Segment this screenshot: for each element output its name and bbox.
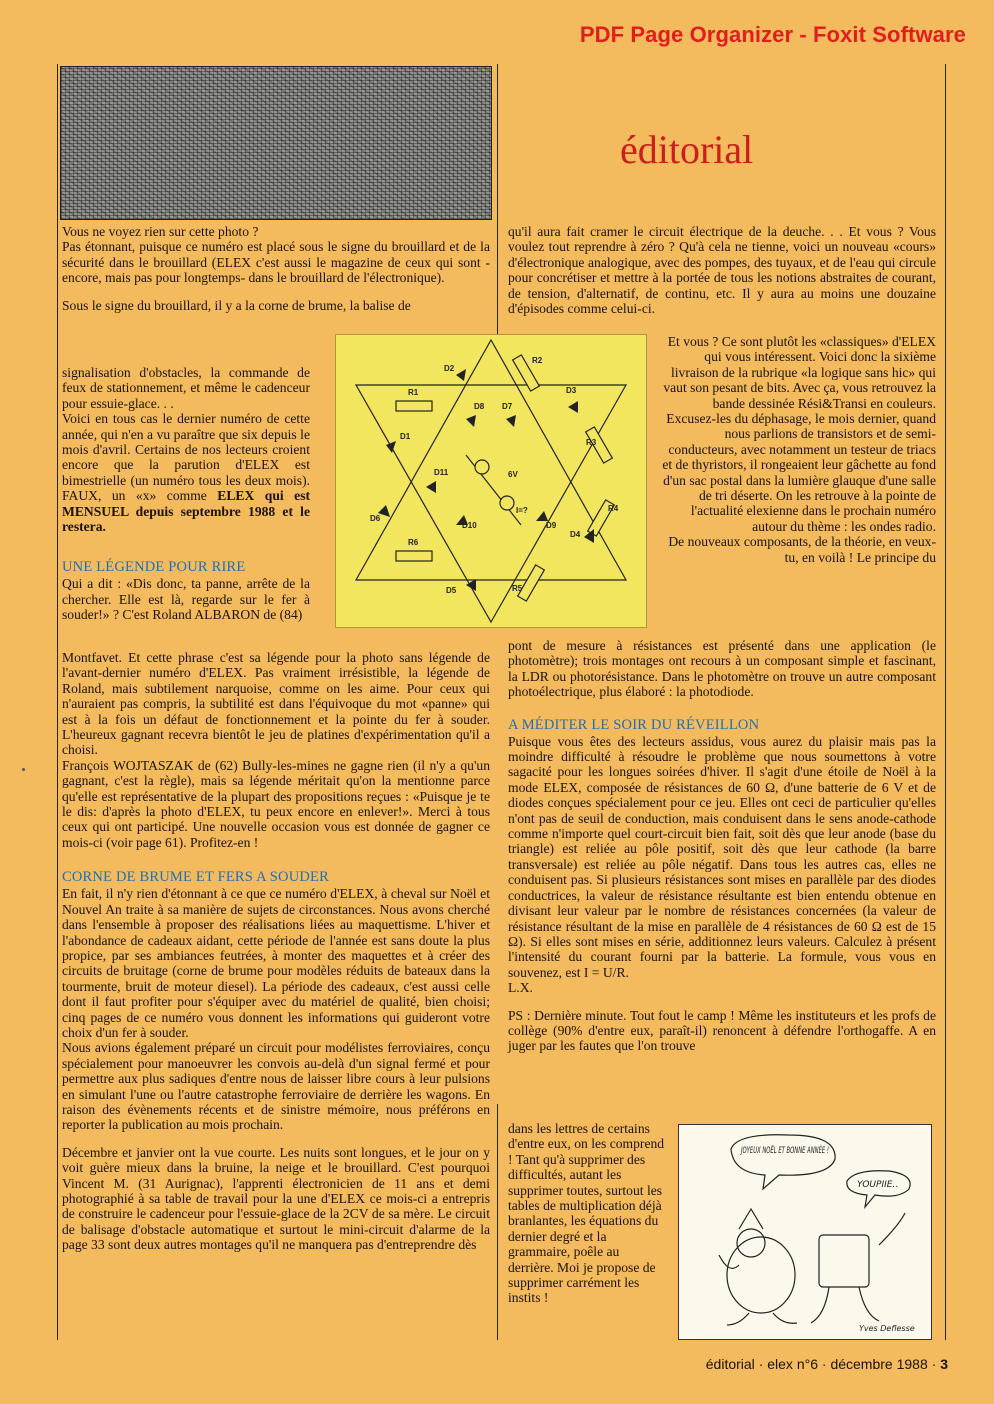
mediter-heading: A MÉDITER LE SOIR DU RÉVEILLON <box>508 716 760 733</box>
footer-page: 3 <box>940 1356 948 1372</box>
upward-triangle <box>356 340 626 580</box>
label-d9: D9 <box>546 521 557 530</box>
mensuel-bold: ELEX qui est MENSUEL depuis septembre 1988 et le restera. <box>62 488 311 535</box>
label-d11: D11 <box>434 468 449 477</box>
right-column-bottom <box>508 638 936 1054</box>
left-column-top <box>62 224 490 313</box>
character-left <box>727 1237 795 1313</box>
diode-d2 <box>456 369 466 381</box>
ps-continued: dans les lettres de certains d'entre eux, on les comprend ! Tant qu'à supprimer des difficultés, autant les supprimer toutes, surtout les tables de multiplication déjà branlantes, les équations du dernier degré et la grammaire, poêle au derrière. Moi je propose de supprimer carrément les instits ! <box>508 1121 665 1306</box>
legende-heading: UNE LÉGENDE POUR RIRE <box>62 559 246 576</box>
page-footer <box>706 1356 948 1372</box>
bubble-text-2: YOUPIIE.. <box>857 1180 899 1190</box>
ferro-paragraph: Nous avions également préparé un circuit pour modélistes ferroviaires, conçu spécialement pour manoeuvrer les convois au-delà d'un signal fermé et pour permettre aux plus sadiques d'entre nous de laisser libre cours à leur pulsions en simulant l'une ou l'autre catastrophe ferroviaire de derrière les wagons. En raison des évènements récents et de sinistre mémoire, nous préférons en reporter la publication au mois prochain. <box>62 1040 490 1133</box>
label-r3: R3 <box>586 438 597 447</box>
footer-date: décembre 1988 <box>830 1356 928 1372</box>
signature: L.X. <box>508 980 533 996</box>
cartoon-illustration <box>678 1124 932 1340</box>
label-d4: D4 <box>570 530 581 539</box>
page-title: éditorial <box>620 127 754 172</box>
label-battery: 6V <box>508 470 518 479</box>
watermark: PDF Page Organizer - Foxit Software <box>579 22 966 47</box>
label-r6: R6 <box>408 538 419 547</box>
foggy-photo <box>60 66 492 220</box>
footer-issue: elex n°6 <box>767 1356 818 1372</box>
label-r5: R5 <box>512 584 523 593</box>
ps-narrow <box>508 1121 668 1306</box>
circuit-svg <box>336 335 646 627</box>
column-divider <box>497 64 498 340</box>
diode-d7 <box>506 415 516 427</box>
label-r4: R4 <box>608 504 619 513</box>
right-column-narrow <box>660 334 936 565</box>
resistor-r6 <box>396 551 432 561</box>
brouillard-line: Sous le signe du brouillard, il y a la corne de brume, la balise de <box>62 297 411 313</box>
label-d3: D3 <box>566 386 577 395</box>
cartoon-svg <box>679 1125 931 1339</box>
diode-d1 <box>386 441 396 453</box>
nouveaux-line: De nouveaux composants, de la théorie, en veux-tu, en voilà ! Le principe du <box>668 534 936 565</box>
cont-paragraph: qu'il aura fait cramer le circuit électrique de la deuche. . . Et vous ? Vous voulez tout reprendre à zéro ? Qu'à cela ne tienne, voici un nouveau «cours» d'électronique analogique, avec des pompes, des tuyaux, et de l'eau qui circule pour concrétiser et mettre à la portée de tous les notions abstraites de courant, de tension, d'alternatif, de continu, etc. Il y aura au moins une douzaine d'épisodes comme celui-ci. <box>508 224 936 317</box>
diode-d3 <box>568 401 578 413</box>
footer-sep-3: · <box>931 1356 941 1372</box>
character-left-head <box>737 1229 765 1257</box>
downward-triangle <box>356 385 626 622</box>
legs <box>727 1287 879 1325</box>
brouillard-paragraph: signalisation d'obstacles, la commande de feux de stationnement, et même le cadenceur pour essuie-glace. . . <box>62 365 310 411</box>
right-column-top <box>508 224 936 316</box>
party-hat <box>739 1209 763 1229</box>
label-d8: D8 <box>474 402 485 411</box>
footer-sep-2: · <box>821 1356 831 1372</box>
battery-branch <box>466 455 521 525</box>
resistor-r1 <box>396 401 432 411</box>
margin-dot <box>22 768 25 771</box>
resistor-r5 <box>518 565 545 601</box>
label-d7: D7 <box>502 402 513 411</box>
label-d5: D5 <box>446 586 457 595</box>
legende-paragraph: Montfavet. Et cette phrase c'est sa légende pour la photo sans légende de l'avant-dernier numéro d'ELEX. Pas vraiment irrésistible, la légende de Roland, mais subtilement narquoise, comme on les aime. Pour ceux qui n'auraient pas compris, la subtilité est dans l'équivoque du mot «panne» qui est à la fois un défaut de fonctionnement et la pointe du fer à souder. L'heureux gagnant recevra bientôt le jeu de platines d'expérimentation qu'il a choisi. <box>62 650 490 758</box>
diode-d9 <box>536 511 548 521</box>
label-ammeter: I=? <box>516 506 528 515</box>
footer-section: éditorial <box>705 1356 755 1372</box>
intro-paragraph: Pas étonnant, puisque ce numéro est placé sous le signe du brouillard et de la sécurité dans le brouillard (ELEX c'est aussi le magazine de ceux qui sont -encore, mais pas pour longtemps- dans le brouillard de l'électronique). <box>62 239 490 286</box>
nouveaux-paragraph: pont de mesure à résistances est présenté dans une application (le photomètre); trois montages ont recours à un composant simple et fascinant, la LDR ou photorésistance. Dans le photomètre on trouve un autre composant photoélectrique, plus élaboré : la photodiode. <box>508 638 936 700</box>
ammeter <box>500 496 514 510</box>
classiques-paragraph: Et vous ? Ce sont plutôt les «classiques» d'ELEX qui vous intéressent. Voici donc la sixième livraison de la rubrique «la logique sans hic» qui vaut son pesant de bits. Avec ça, vous retrouvez la bande dessinée Rési&Transi en couleurs. Excusez-les du déphasage, le mois dernier, quand nous parlions de transistors et de semi-conducteurs, avec notamment un testeur de triacs et de thyristors, il rongeaient leur gâchette au fond d'un sac postal dans la lumière glauque d'une salle de tri déserte. On les retrouve à la pointe de l'actualité elexienne dans le prochain numéro autour du thème : les ondes radio. <box>662 334 936 534</box>
legende-question: Qui a dit : «Dis donc, ta panne, arrête de la chercher. Elle est là, regarde sur le fer à souder!» ? C'est Roland ALBARON de (84) <box>62 576 310 623</box>
footer-sep-1: · <box>758 1356 768 1372</box>
francois-paragraph: François WOJTASZAK de (62) Bully-les-mines ne gagne rien (il n'y a qu'un gagnant, c'est la règle), mais sa légende méritait qu'on la mentionne parce qu'elle est représentative de la plupart des propositions reçues : «Puisque je te le dis: d'après la photo d'ELEX, tu peux encore en enlever!». Merci à tous ceux qui ont participé. Une nouvelle occasion vous est donnée de gagner ce mois-ci (voir page 61). Profitez-en ! <box>62 757 490 850</box>
character-right <box>819 1235 869 1287</box>
corne-paragraph: En fait, il n'y rien d'étonnant à ce que ce numéro d'ELEX, à cheval sur Noël et Nouvel An traite à sa manière de sujets de circonstances. Nous avons cherché dans l'ensemble à proposer des réalisations liées au maquettisme. L'hiver et l'abondance de cadeaux aidant, cette période de l'année est sans doute la plus propice, par ses ambiances feutrées, à monter des maquettes et à créer des circuits de bruitage (corne de brume pour modèles réduits de bateaux dans la tourmente, bruit de moteur diesel). La période des cadeaux, c'est aussi celle dont il faut profiter pour s'équiper avec du matériel de qualité, bien choisi; cinq pages de ce numéro vous donnent les informations qui guideront votre choix d'un fer à souder. <box>62 886 490 1040</box>
artist-signature: Yves Deflesse <box>859 1324 915 1333</box>
dernier-paragraph: Voici en tous cas le dernier numéro de cette année, qui n'en a vu paraître que six depuis le mois d'avril. Certains de nos lecteurs croient encore que la parution d'ELEX est bimestrielle (un numéro tous les deux mois). FAUX, un «x» comme ELEX qui est MENSUEL depuis septembre 1988 et le restera. <box>62 411 311 535</box>
ps-paragraph: PS : Dernière minute. Tout fout le camp ! Même les instituteurs et les profs de collège (90% d'entre eux, paraît-il) renoncent à défendre l'orthogaffe. A en juger par les fautes que l'on trouve <box>508 1007 936 1054</box>
star-circuit-diagram <box>335 334 647 628</box>
mediter-paragraph: Puisque vous êtes des lecteurs assidus, vous aurez du plaisir mais pas la moindre difficulté à résoudre le problème que nous soumettons à votre sagacité pour les longues soirées d'hiver. Il s'agit d'une étoile de Noël à la mode ELEX, composée de résistances de 60 Ω, d'une batterie de 6 V et de diodes conçues spécialement pour ce jeu. Elles ont ceci de particulier qu'elles n'ont pas de seuil de conduction, mais conduisent dans le sens anode-cathode comme n'importe quel court-circuit bien fait, soit dès que leur anode (base du triangle) est reliée au pôle positif, soit dès que leur cathode (la barre transversale) est reliée au pôle négatif. Dans tous les autres cas, elles ne conduisent pas. Si plusieurs résistances sont mises en parallèle par des diodes conductrices, la valeur de résistance résultante est bien entendu obtenue en divisant leur valeur par le nombre de résistances concernées (la valeur de résistance résultant de la mise en parallèle de 4 résistances de 60 Ω est de 15 Ω). Si elles sont mises en série, additionnez leurs valeurs. Calculez à présent l'intensité du courant fourni par la batterie. La formule, vous vous en souvenez, est I = U/R. <box>508 733 936 980</box>
photo-question: Vous ne voyez rien sur cette photo ? <box>62 224 259 239</box>
left-margin-rule <box>57 64 58 1340</box>
decembre-paragraph: Décembre et janvier ont la vue courte. Les nuits sont longues, et le jour on y voit guère mieux dans la bruine, la neige et le brouillard. C'est pourquoi Vincent M. (31 Aurignac), l'apprenti électronicien de 11 ans et demi photographié à sa table de travail pour la une d'ELEX ce mois-ci a entrepris de construire le cadenceur pour l'essuie-glace de la 2CV de sa mère. Le circuit de balisage d'obstacle automatique et surtout le mini-circuit d'alarme de la page 33 sont deux autres montages qu'il ne manquera pas d'entreprendre dès <box>62 1144 490 1253</box>
label-d1: D1 <box>400 432 411 441</box>
corne-heading: CORNE DE BRUME ET FERS A SOUDER <box>62 869 329 886</box>
label-d10: D10 <box>462 521 477 530</box>
label-r1: R1 <box>408 388 419 397</box>
column-divider-lower <box>497 1104 498 1340</box>
label-d6: D6 <box>370 514 381 523</box>
label-r2: R2 <box>532 356 543 365</box>
diode-d8 <box>466 415 476 427</box>
bubble-text-1: JOYEUX NOËL ET BONNE ANNÉE ! <box>741 1146 892 1156</box>
battery-plus <box>475 460 489 474</box>
diode-d11 <box>426 481 436 493</box>
right-margin-rule <box>945 64 946 1340</box>
left-column-narrow <box>62 365 310 623</box>
left-column-bottom <box>62 650 490 1253</box>
label-d2: D2 <box>444 364 455 373</box>
